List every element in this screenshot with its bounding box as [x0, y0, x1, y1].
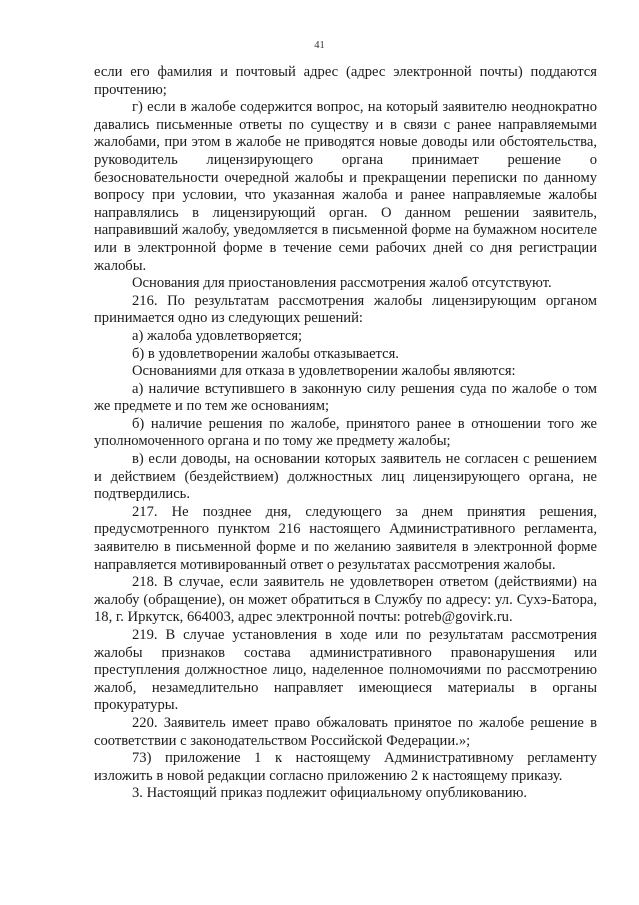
- document-body: [94, 64, 597, 803]
- paragraph-216: 216. По результатам рассмотрения жалобы лицензирующим органом принимается одно из следующих решений:: [94, 292, 597, 327]
- paragraph-continuation: если его фамилия и почтовый адрес (адрес электронной почты) поддаются прочтению;: [94, 64, 597, 98]
- paragraph-refusal-v: в) если доводы, на основании которых заявитель не согласен с решением и действием (бездействием) должностных лиц лицензирующего органа, не подтвердились.: [94, 451, 597, 503]
- paragraph-suspension-grounds: Основания для приостановления рассмотрения жалоб отсутствуют.: [132, 275, 552, 292]
- paragraph-218: 218. В случае, если заявитель не удовлетворен ответом (действиями) на жалобу (обращение), он может обратиться в Службу по адресу: ул. Сухэ-Батора, 18, г. Иркутск, 664003, адрес электронной почты: potreb@govirk.ru.: [94, 574, 597, 626]
- paragraph-219: 219. В случае установления в ходе или по результатам рассмотрения жалобы признаков состава административного правонарушения или преступления должностное лицо, наделенное полномочиями по рассмотрению жалоб, незамедлительно направляет имеющиеся материалы в органы прокуратуры.: [94, 627, 597, 714]
- paragraph-220: 220. Заявитель имеет право обжаловать принятое по жалобе решение в соответствии с законодательством Российской Федерации.»;: [94, 714, 597, 749]
- paragraph-216-b: б) в удовлетворении жалобы отказывается.: [132, 345, 399, 362]
- paragraph-refusal-grounds: Основаниями для отказа в удовлетворении жалобы являются:: [132, 363, 516, 380]
- paragraph-3: 3. Настоящий приказ подлежит официальному опубликованию.: [132, 785, 528, 802]
- paragraph-item-g: г) если в жалобе содержится вопрос, на который заявителю неоднократно давались письменные ответы по существу и в связи с ранее направляемыми жалобами, при этом в жалобе не приводятся новые доводы или обстоятельства, руководитель лицензирующего органа принимает решение о безосновательности очередной жалобы и прекращении переписки по данному вопросу при условии, что указанная жалоба и ранее направляемые жалобы направлялись в лицензирующий орган. О данном решении заявитель, направивший жалобу, уведомляется в письменной форме на бумажном носителе или в электронной форме в течение семи рабочих дней со дня регистрации жалобы.: [94, 99, 597, 274]
- page-number: 41: [314, 40, 325, 51]
- paragraph-217: 217. Не позднее дня, следующего за днем принятия решения, предусмотренного пунктом 216 настоящего Административного регламента, заявителю в письменной форме и по желанию заявителя в электронной форме направляется мотивированный ответ о результатах рассмотрения жалобы.: [94, 503, 597, 573]
- paragraph-refusal-a: а) наличие вступившего в законную силу решения суда по жалобе о том же предмете и по тем же основаниям;: [94, 380, 597, 415]
- paragraph-216-a: а) жалоба удовлетворяется;: [132, 327, 303, 344]
- paragraph-refusal-b: б) наличие решения по жалобе, принятого ранее в отношении того же уполномоченного органа и по тому же предмету жалобы;: [94, 415, 597, 450]
- paragraph-73: 73) приложение 1 к настоящему Административному регламенту изложить в новой редакции согласно приложению 2 к настоящему приказу.: [94, 750, 597, 784]
